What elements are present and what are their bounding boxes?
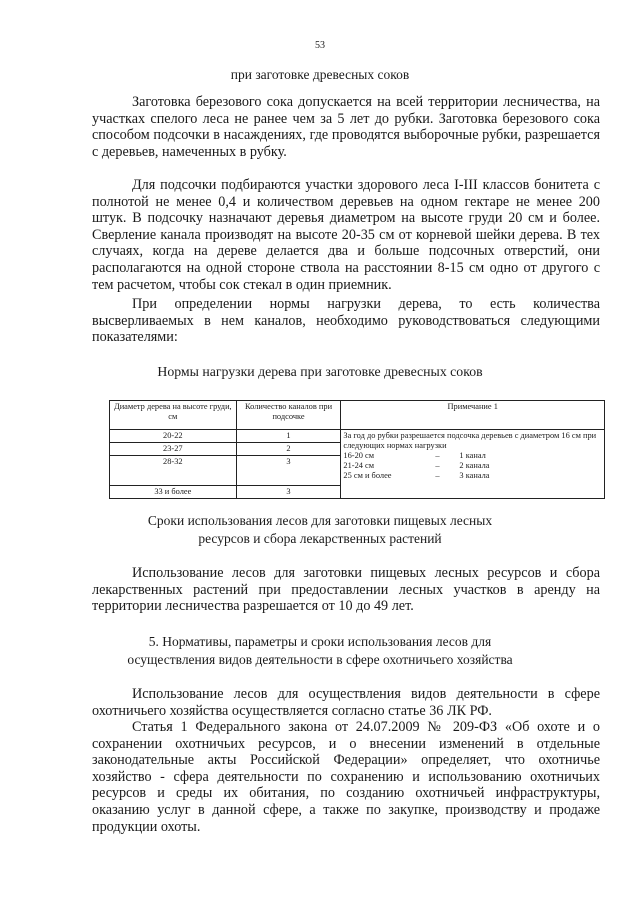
load-norms-table — [109, 400, 605, 499]
food-paragraph: Использование лесов для заготовки пищевых лесных ресурсов и сбора лекарственных растений при предоставлении лесных участков в аренду на территории лесничества разрешается от 10 до 49 лет. — [92, 565, 600, 615]
saps-paragraph-2: Для подсочки подбираются участки здорового леса I-III классов бонитета с полнотой не менее 0,4 и количеством деревьев на одном гектаре не менее 200 штук. В подсочку назначают деревья диаметром на высоте груди 20 см и более. Сверление канала производят на высоте 20-35 см от корневой шейки дерева. В тех случаях, когда на дереве делается два и больше подсочных отверстий, они располагаются на одной стороне ствола на расстоянии 8-15 см одно от другого с тем расчетом, чтобы сок стекал в один приемник. — [92, 177, 600, 293]
channels-cell: 1 — [236, 430, 341, 443]
header-channels: Количество каналов при подсочке — [236, 401, 341, 430]
hunting-paragraph-1: Использование лесов для осуществления видов деятельности в сфере охотничьего хозяйства осуществляется согласно статье 36 ЛК РФ. — [92, 686, 600, 719]
diameter-cell: 33 и более — [110, 486, 237, 499]
header-note: Примечание 1 — [341, 401, 605, 430]
hunting-heading-line-2: осуществления видов деятельности в сфере охотничьего хозяйства — [127, 652, 513, 667]
channels-cell: 2 — [236, 443, 341, 456]
page-number: 53 — [315, 40, 325, 51]
hunting-heading-line-1: 5. Нормативы, параметры и сроки использования лесов для — [148, 634, 492, 649]
saps-heading: при заготовке древесных соков — [230, 67, 410, 82]
note-line: 21-24 см – 2 канала — [343, 461, 490, 470]
note-line: 16-20 см – 1 канал — [343, 451, 486, 460]
diameter-cell: 20-22 — [110, 430, 237, 443]
channels-cell: 3 — [236, 456, 341, 486]
note-text: За год до рубки разрешается подсочка деревьев с диаметром 16 см при следующих нормах нагрузки — [343, 431, 597, 450]
note-line: 25 см и более – 3 канала — [343, 471, 490, 480]
saps-paragraph-3: При определении нормы нагрузки дерева, то есть количества высверливаемых в нем каналов, необходимо руководствоваться следующими показателями: — [92, 296, 600, 346]
table-row — [110, 430, 605, 443]
note-cell — [341, 430, 605, 499]
table-title: Нормы нагрузки дерева при заготовке древесных соков — [157, 364, 483, 379]
diameter-cell: 23-27 — [110, 443, 237, 456]
saps-paragraph-1: Заготовка березового сока допускается на всей территории лесничества, на участках спелого леса не ранее чем за 5 лет до рубки. Заготовка березового сока способом подсочки в насаждениях, где проводятся выборочные рубки, разрешается с деревьев, намеченных в рубку. — [92, 94, 600, 160]
food-heading-line-1: Сроки использования лесов для заготовки пищевых лесных — [147, 513, 493, 528]
header-diameter: Диаметр дерева на высоте груди, см — [110, 401, 237, 430]
diameter-cell: 28-32 — [110, 456, 237, 486]
food-heading-line-2: ресурсов и сбора лекарственных растений — [198, 531, 442, 546]
channels-cell: 3 — [236, 486, 341, 499]
table-header-row — [110, 401, 605, 430]
hunting-paragraph-2: Статья 1 Федерального закона от 24.07.2009 № 209-ФЗ «Об охоте и о сохранении охотничьих ресурсов, и о внесении изменений в отдельные законодательные акты Российской Федерации» определяет, что охотничье хозяйство - сфера деятельности по сохранению и использованию охотничьих ресурсов и среды их обитания, по созданию охотничьей инфраструктуры, оказанию услуг в данной сфере, а также по закупке, производству и продаже продукции охоты. — [92, 719, 600, 835]
